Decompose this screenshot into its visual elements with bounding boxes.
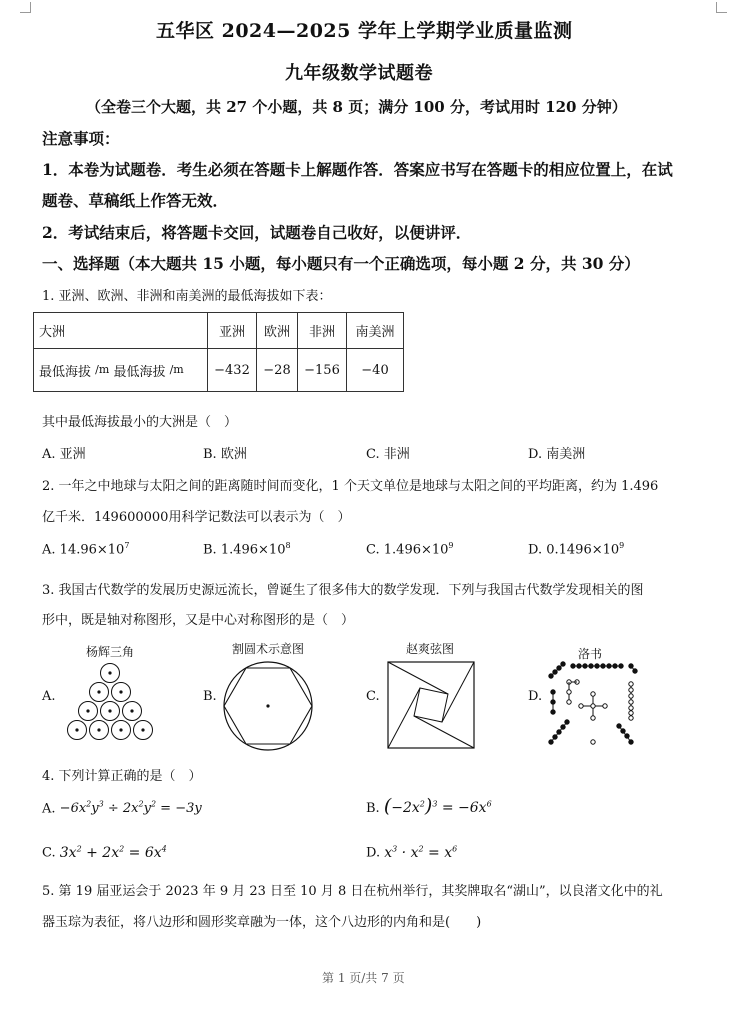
figure-d-caption: 洛书 — [577, 647, 602, 661]
exam-title: 五华区 2024—2025 学年上学期学业质量监测 — [156, 20, 573, 42]
q1-option-a[interactable]: A. 亚洲 — [42, 447, 86, 462]
note-2: 2．考试结束后，将答题卡交回，试题卷自己收好，以便讲评． — [42, 223, 472, 242]
option-letter: C. — [366, 542, 380, 558]
q3-option-d[interactable]: D. — [528, 689, 543, 704]
option-base: 14.96×10 — [59, 542, 125, 558]
corner-mark-top-right — [716, 2, 727, 13]
row-label: 最低海拔 — [39, 364, 92, 380]
notes-heading: 注意事项： — [42, 129, 120, 148]
table-cell: −156 — [298, 349, 347, 392]
option-letter: C. — [42, 845, 56, 861]
unit-label: /m — [95, 362, 110, 376]
option-letter: B. — [203, 542, 217, 558]
option-letter: A. — [42, 542, 56, 558]
luo-shu-figure — [547, 662, 639, 748]
option-exponent: 8 — [285, 541, 291, 550]
table-row — [34, 349, 404, 392]
q1-option-d[interactable]: D. 南美洲 — [528, 447, 586, 462]
option-formula: $3x^2 + 2x^2 = 6x^4$ — [59, 844, 167, 861]
q2-line-1: 2. 一年之中地球与太阳之间的距离随时间而变化，1 个天文单位是地球与太阳之间的平均距离，约为 1.496 — [42, 479, 659, 494]
corner-mark-top-left — [20, 2, 31, 13]
table-cell: 非洲 — [298, 313, 347, 349]
note-1-line-1: 1．本卷为试题卷．考生必须在答题卡上解题作答．答案应书写在答题卡的相应位置上，在试 — [42, 160, 673, 179]
table-cell: −432 — [208, 349, 257, 392]
q4-option-b[interactable] — [366, 795, 492, 817]
figure-b-caption: 割圆术示意图 — [231, 642, 304, 656]
figure-a-caption: 杨辉三角 — [85, 645, 134, 659]
q1-question: 其中最低海拔最小的大洲是（ ） — [42, 415, 238, 430]
q1-elevation-table — [33, 312, 404, 392]
option-letter: B. — [366, 801, 380, 816]
q3-line-2: 形中，既是轴对称图形，又是中心对称图形的是（ ） — [42, 613, 355, 628]
note-1-line-2: 题卷、草稿纸上作答无效． — [42, 191, 229, 210]
exam-info: （全卷三个大题，共 27 个小题，共 8 页；满分 100 分，考试用时 120 分钟） — [86, 98, 627, 116]
q1-option-b[interactable]: B. 欧洲 — [203, 447, 247, 462]
option-exponent: 7 — [124, 541, 130, 550]
table-cell: 南美洲 — [347, 313, 404, 349]
option-formula: $-6x^2y^3 \div 2x^2y^2 = -3y$ — [59, 800, 202, 817]
table-cell: 欧洲 — [257, 313, 298, 349]
q4-option-d[interactable] — [366, 844, 457, 861]
q3-option-a[interactable]: A. — [42, 689, 56, 704]
option-letter: D. — [366, 845, 381, 861]
q3-line-1: 3. 我国古代数学的发展历史源远流长，曾诞生了很多伟大的数学发现．下列与我国古代数学发现相关的图 — [42, 583, 644, 598]
table-cell: −28 — [257, 349, 298, 392]
q2-line-2: 亿千米．149600000用科学记数法可以表示为（ ） — [42, 510, 351, 525]
page-number: 第 1 页/共 7 页 — [322, 971, 405, 985]
q4-option-a[interactable] — [42, 800, 202, 816]
option-formula: $x^3 \cdot x^2 = x^6$ — [384, 844, 458, 861]
option-base: 1.496×10 — [383, 542, 449, 558]
yang-hui-triangle-figure — [60, 663, 160, 749]
q2-option-a[interactable] — [42, 541, 129, 557]
q2-option-d[interactable] — [528, 541, 624, 557]
q1-stem: 1. 亚洲、欧洲、非洲和南美洲的最低海拔如下表： — [42, 289, 332, 304]
q2-option-c[interactable] — [366, 541, 454, 557]
q5-line-2: 器玉琮为表征，将八边形和圆形奖章融为一体，这个八边形的内角和是( ) — [42, 915, 482, 930]
table-cell: −40 — [347, 349, 404, 392]
exam-subtitle: 九年级数学试题卷 — [285, 63, 433, 84]
table-row — [34, 313, 404, 349]
option-base: 0.1496×10 — [546, 542, 620, 558]
zhao-shuang-chord-figure — [387, 661, 475, 749]
circle-division-figure — [222, 660, 314, 752]
option-letter: D. — [528, 542, 543, 558]
table-cell — [34, 349, 208, 392]
q5-line-1: 5. 第 19 届亚运会于 2023 年 9 月 23 日至 10 月 8 日在杭州举行，其奖牌取名“湖山”，以良渚文化中的礼 — [42, 884, 663, 899]
table-cell: 亚洲 — [208, 313, 257, 349]
section-1-heading: 一、选择题（本大题共 15 小题，每小题只有一个正确选项，每小题 2 分，共 30 分） — [42, 254, 640, 273]
q1-option-c[interactable]: C. 非洲 — [366, 447, 410, 462]
q4-option-c[interactable] — [42, 844, 167, 861]
figure-c-caption: 赵爽弦图 — [405, 642, 454, 656]
q4-stem: 4. 下列计算正确的是（ ） — [42, 769, 202, 784]
unit-label: /m — [169, 362, 184, 376]
option-exponent: 9 — [448, 541, 454, 550]
option-base: 1.496×10 — [220, 542, 286, 558]
row-label: 最低海拔 — [113, 364, 166, 380]
q3-option-b[interactable]: B. — [203, 689, 217, 704]
q2-option-b[interactable] — [203, 541, 291, 557]
q3-option-c[interactable]: C. — [366, 689, 380, 704]
table-cell: 大洲 — [34, 313, 208, 349]
option-formula: $(-2x^2)^3 = -6x^6$ — [383, 795, 492, 817]
option-letter: A. — [42, 801, 56, 817]
option-exponent: 9 — [619, 541, 625, 550]
